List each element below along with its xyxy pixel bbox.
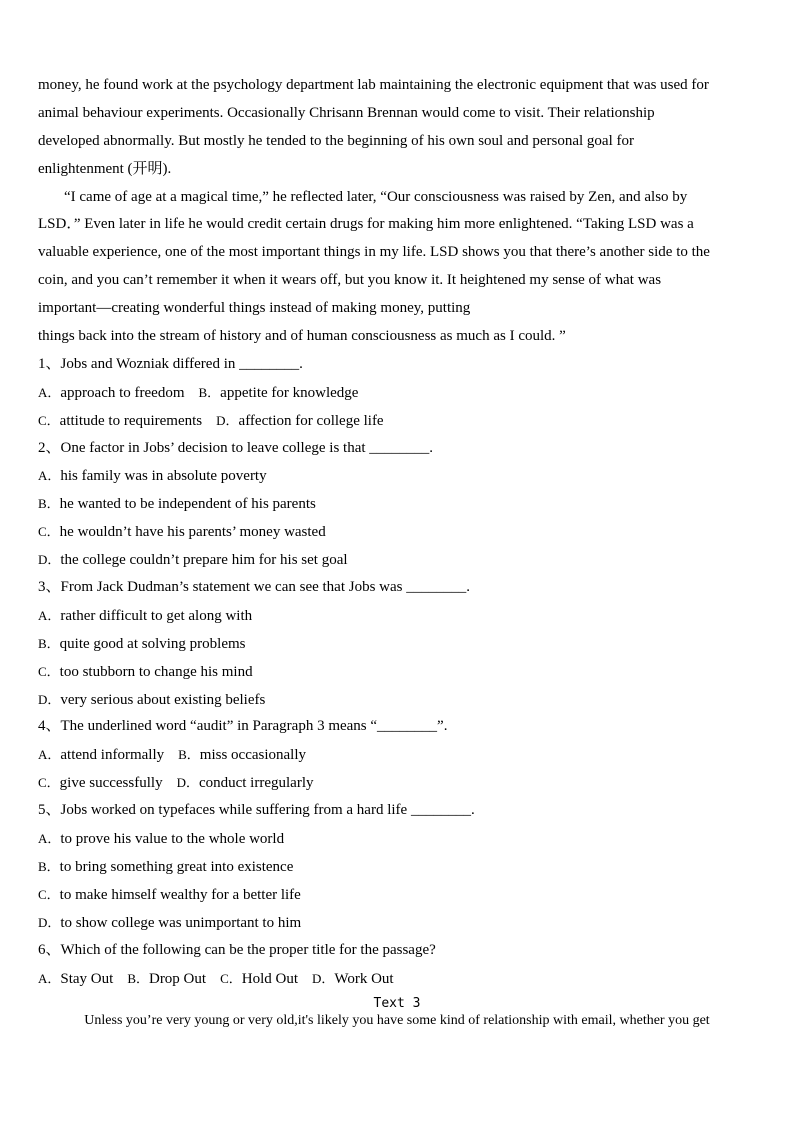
option-text: his family was in absolute poverty [60, 468, 267, 485]
answer-option [38, 971, 113, 987]
option-letter: C． [220, 970, 242, 986]
option-letter: D． [38, 691, 61, 707]
passage-line: “I came of age at a magical time,” he reflected later, “Our consciousness was raised by Zen, and also by [64, 188, 688, 205]
option-row [38, 379, 768, 407]
option-letter: B． [178, 747, 200, 763]
option-text: approach to freedom [60, 384, 185, 401]
answer-option [38, 636, 246, 652]
answer-option [38, 608, 252, 624]
option-letter: B． [127, 970, 149, 986]
option-text: appetite for knowledge [220, 384, 359, 401]
option-letter: B． [38, 858, 60, 874]
option-text: conduct irregularly [198, 775, 314, 792]
option-row [38, 741, 768, 769]
option-letter: D． [176, 775, 199, 791]
option-row [38, 881, 768, 909]
option-text: to bring something great into existence [59, 858, 294, 875]
option-text: attend informally [60, 747, 165, 764]
option-letter: C． [38, 412, 60, 428]
answer-option [38, 831, 284, 847]
option-text: too stubborn to change his mind [59, 663, 253, 680]
option-letter: A． [38, 384, 61, 400]
option-text: Hold Out [241, 970, 298, 987]
option-row [38, 462, 768, 490]
option-text: the college couldn’t prepare him for his set goal [60, 552, 348, 569]
answer-option [38, 692, 265, 708]
answer-option [38, 413, 202, 429]
answer-option [38, 775, 163, 791]
option-text: Work Out [334, 970, 394, 987]
question-stem: 4、The underlined word “audit” in Paragraph 3 means “________”. [38, 718, 448, 735]
answer-option [177, 775, 314, 791]
answer-option [38, 915, 301, 931]
passage-line: things back into the stream of history and of human consciousness as much as I could. ” [38, 328, 566, 345]
option-letter: C． [38, 886, 60, 902]
answer-option [38, 747, 164, 763]
passage-line: valuable experience, one of the most important things in my life. LSD shows you that there’s another side to the [38, 244, 710, 261]
option-letter: A． [38, 607, 61, 623]
answer-option [38, 385, 185, 401]
option-text: to prove his value to the whole world [60, 831, 285, 848]
answer-option [216, 413, 383, 429]
option-row [38, 546, 768, 574]
option-row [38, 658, 768, 686]
option-letter: D． [38, 552, 61, 568]
option-row [38, 407, 768, 435]
document-body [38, 72, 768, 992]
answer-option [38, 552, 348, 568]
option-row [38, 518, 768, 546]
option-letter: C． [38, 775, 60, 791]
option-text: he wouldn’t have his parents’ money wasted [59, 524, 326, 541]
option-text: Drop Out [148, 970, 207, 987]
passage-line: developed abnormally. But mostly he tended to the beginning of his own soul and personal goal for [38, 132, 634, 149]
option-text: attitude to requirements [59, 412, 203, 429]
passage-line: LSD．” Even later in life he would credit certain drugs for making him more enlightened. “Taking LSD was a [38, 216, 694, 233]
passage-line: important—creating wonderful things instead of making money, putting [38, 300, 471, 317]
option-letter: D． [216, 412, 239, 428]
option-letter: C． [38, 663, 60, 679]
option-letter: B． [38, 496, 60, 512]
option-row [38, 769, 768, 797]
answer-option [38, 664, 253, 680]
option-letter: C． [38, 524, 60, 540]
question-stem: 3、From Jack Dudman’s statement we can see that Jobs was ________. [38, 579, 471, 596]
answer-option [220, 971, 298, 987]
option-letter: D． [311, 970, 335, 986]
option-row [38, 909, 768, 937]
option-letter: A． [38, 831, 61, 847]
option-letter: A． [38, 970, 61, 986]
option-row [38, 853, 768, 881]
option-text: to show college was unimportant to him [60, 914, 302, 931]
option-text: miss occasionally [199, 747, 307, 764]
section-title: Text 3 [373, 996, 421, 1011]
option-text: rather difficult to get along with [60, 607, 253, 624]
option-row [38, 965, 768, 993]
option-text: he wanted to be independent of his parents [59, 496, 316, 513]
question-stem: 1、Jobs and Wozniak differed in ________. [38, 355, 303, 372]
passage-line: enlightenment (开明). [38, 160, 172, 177]
option-letter: D． [38, 914, 61, 930]
option-row [38, 686, 768, 714]
option-row [38, 602, 768, 630]
answer-option [38, 524, 326, 540]
option-text: give successfully [59, 775, 163, 792]
option-row [38, 825, 768, 853]
option-text: affection for college life [238, 412, 384, 429]
option-letter: B． [198, 384, 221, 400]
question-stem: 2、One factor in Jobs’ decision to leave college is that ________. [38, 439, 434, 456]
question-stem: 6、Which of the following can be the proper title for the passage? [38, 941, 436, 958]
passage-line: coin, and you can’t remember it when it wears off, but you know it. It heightened my sense of what was [38, 272, 662, 289]
option-row [38, 630, 768, 658]
option-text: quite good at solving problems [59, 635, 246, 652]
answer-option [38, 859, 293, 875]
passage-line: money, he found work at the psychology department lab maintaining the electronic equipment that was used for [38, 77, 709, 93]
passage-line: animal behaviour experiments. Occasionally Chrisann Brennan would come to visit. Their relationship [38, 104, 655, 121]
answer-option [38, 887, 301, 903]
question-stem: 5、Jobs worked on typefaces while suffering from a hard life ________. [38, 802, 475, 819]
answer-option [312, 971, 394, 987]
option-text: to make himself wealthy for a better life [59, 886, 301, 903]
answer-option [38, 468, 267, 484]
option-letter: A． [38, 468, 61, 484]
option-text: Stay Out [60, 970, 114, 987]
option-row [38, 490, 768, 518]
answer-option [38, 496, 316, 512]
answer-option [178, 747, 306, 763]
answer-option [199, 385, 359, 401]
option-letter: A． [38, 747, 61, 763]
option-letter: B． [38, 635, 60, 651]
option-text: very serious about existing beliefs [60, 691, 266, 708]
section-first-line: Unless you’re very young or very old,it's likely you have some kind of relationship with email, whether you get [84, 1013, 710, 1028]
answer-option [127, 971, 206, 987]
